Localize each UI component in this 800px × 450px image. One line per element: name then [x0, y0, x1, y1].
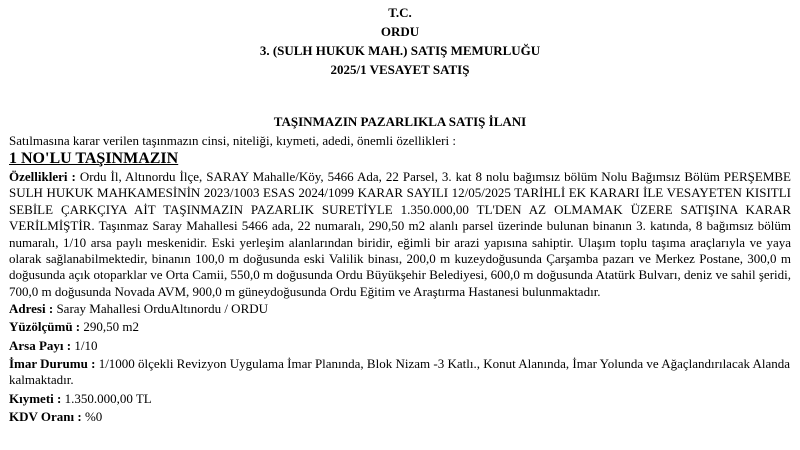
area-label: Yüzölçümü :	[9, 319, 81, 335]
features-label: Özellikleri :	[9, 169, 76, 184]
document-page	[9, 0, 791, 426]
property-value	[9, 390, 791, 408]
property-features	[9, 169, 791, 300]
property-area	[9, 318, 791, 336]
share-label: Arsa Payı :	[9, 337, 72, 353]
property-title: 1 NO'LU TAŞINMAZIN	[9, 150, 179, 167]
property-zoning	[9, 356, 791, 389]
value-label: Kıymeti :	[9, 390, 62, 406]
notice-title: TAŞINMAZIN PAZARLIKLA SATIŞ İLANI	[273, 114, 527, 129]
vat-label: KDV Oranı :	[9, 408, 82, 424]
features-text: Ordu İl, Altınordu İlçe, SARAY Mahalle/Köy, 5466 Ada, 22 Parsel, 3. kat 8 nolu bağımsız bölüm Nolu Bağımsız Bölüm PERŞEMBE SULH HUKUK MAHKAMESİNİN 2023/1003 ESAS 2024/1099 KARAR SAYILI 12/05/2025 TARİHLİ EK KARARI İLE VESAYETEN KISITLI SEBİLE ÇARKÇIYA AİT TAŞINMAZIN PAZARLIK SURETİYLE 1.350.000,00 TL'DEN AZ OLMAMAK ÜZERE SATIŞINA KARAR VERİLMİŞTİR. Taşınmaz Saray Mahallesi 5466 ada, 22 numaralı, 290,50 m2 alanlı parsel üzerinde bulunan binanın 3. katında, 8 bağımsız bölüm numaralı, 1/10 arsa paylı meskenidir. Eski yerleşim alanlarından biridir, eğimli bir arazi yapısına sahiptir. Ulaşım toplu taşıma araçlarıyla ve yaya olarak sağlanabilmektedir, binanın 100,0 m doğusunda eski Valilik binası, 200,0 m kuzeydoğusunda Çarşamba pazarı ve Merkez Postane, 300,0 m doğusunda açık otoparklar ve Orta Camii, 550,0 m doğusunda Ordu Büyükşehir Belediyesi, 600,0 m doğusunda Atatürk Bulvarı, deniz ve sahil şeridi, 700,0 m doğusunda Novada AVM, 900,0 m güneydoğusunda Ordu Eğitim ve Araştırma Hastanesi bulunmaktadır.	[9, 169, 791, 299]
vat-value: %0	[81, 408, 103, 424]
share-value: 1/10	[71, 337, 98, 353]
property-land-share	[9, 337, 791, 355]
header-case-number: 2025/1 VESAYET SATIŞ	[330, 62, 470, 77]
address-value: Saray Mahallesi OrduAltınordu / ORDU	[53, 301, 269, 317]
address-label: Adresi :	[9, 301, 54, 317]
notice-intro: Satılmasına karar verilen taşınmazın cinsi, niteliği, kıymeti, adedi, önemli özellikleri :	[9, 133, 456, 148]
zoning-label: İmar Durumu :	[9, 355, 96, 371]
header-city: ORDU	[380, 24, 420, 39]
property-address	[9, 300, 791, 318]
document-header	[9, 3, 791, 79]
property-vat-rate	[9, 408, 791, 426]
header-office: 3. (SULH HUKUK MAH.) SATIŞ MEMURLUĞU	[259, 43, 541, 58]
value-amount: 1.350.000,00 TL	[61, 390, 152, 406]
area-value: 290,50 m2	[80, 319, 140, 335]
header-tc: T.C.	[388, 5, 412, 20]
zoning-value: 1/1000 ölçekli Revizyon Uygulama İmar Planında, Blok Nizam -3 Katlı., Konut Alanında, İmar Yolunda ve Ağaçlandırılacak Alanda kalmaktadır.	[9, 355, 791, 388]
